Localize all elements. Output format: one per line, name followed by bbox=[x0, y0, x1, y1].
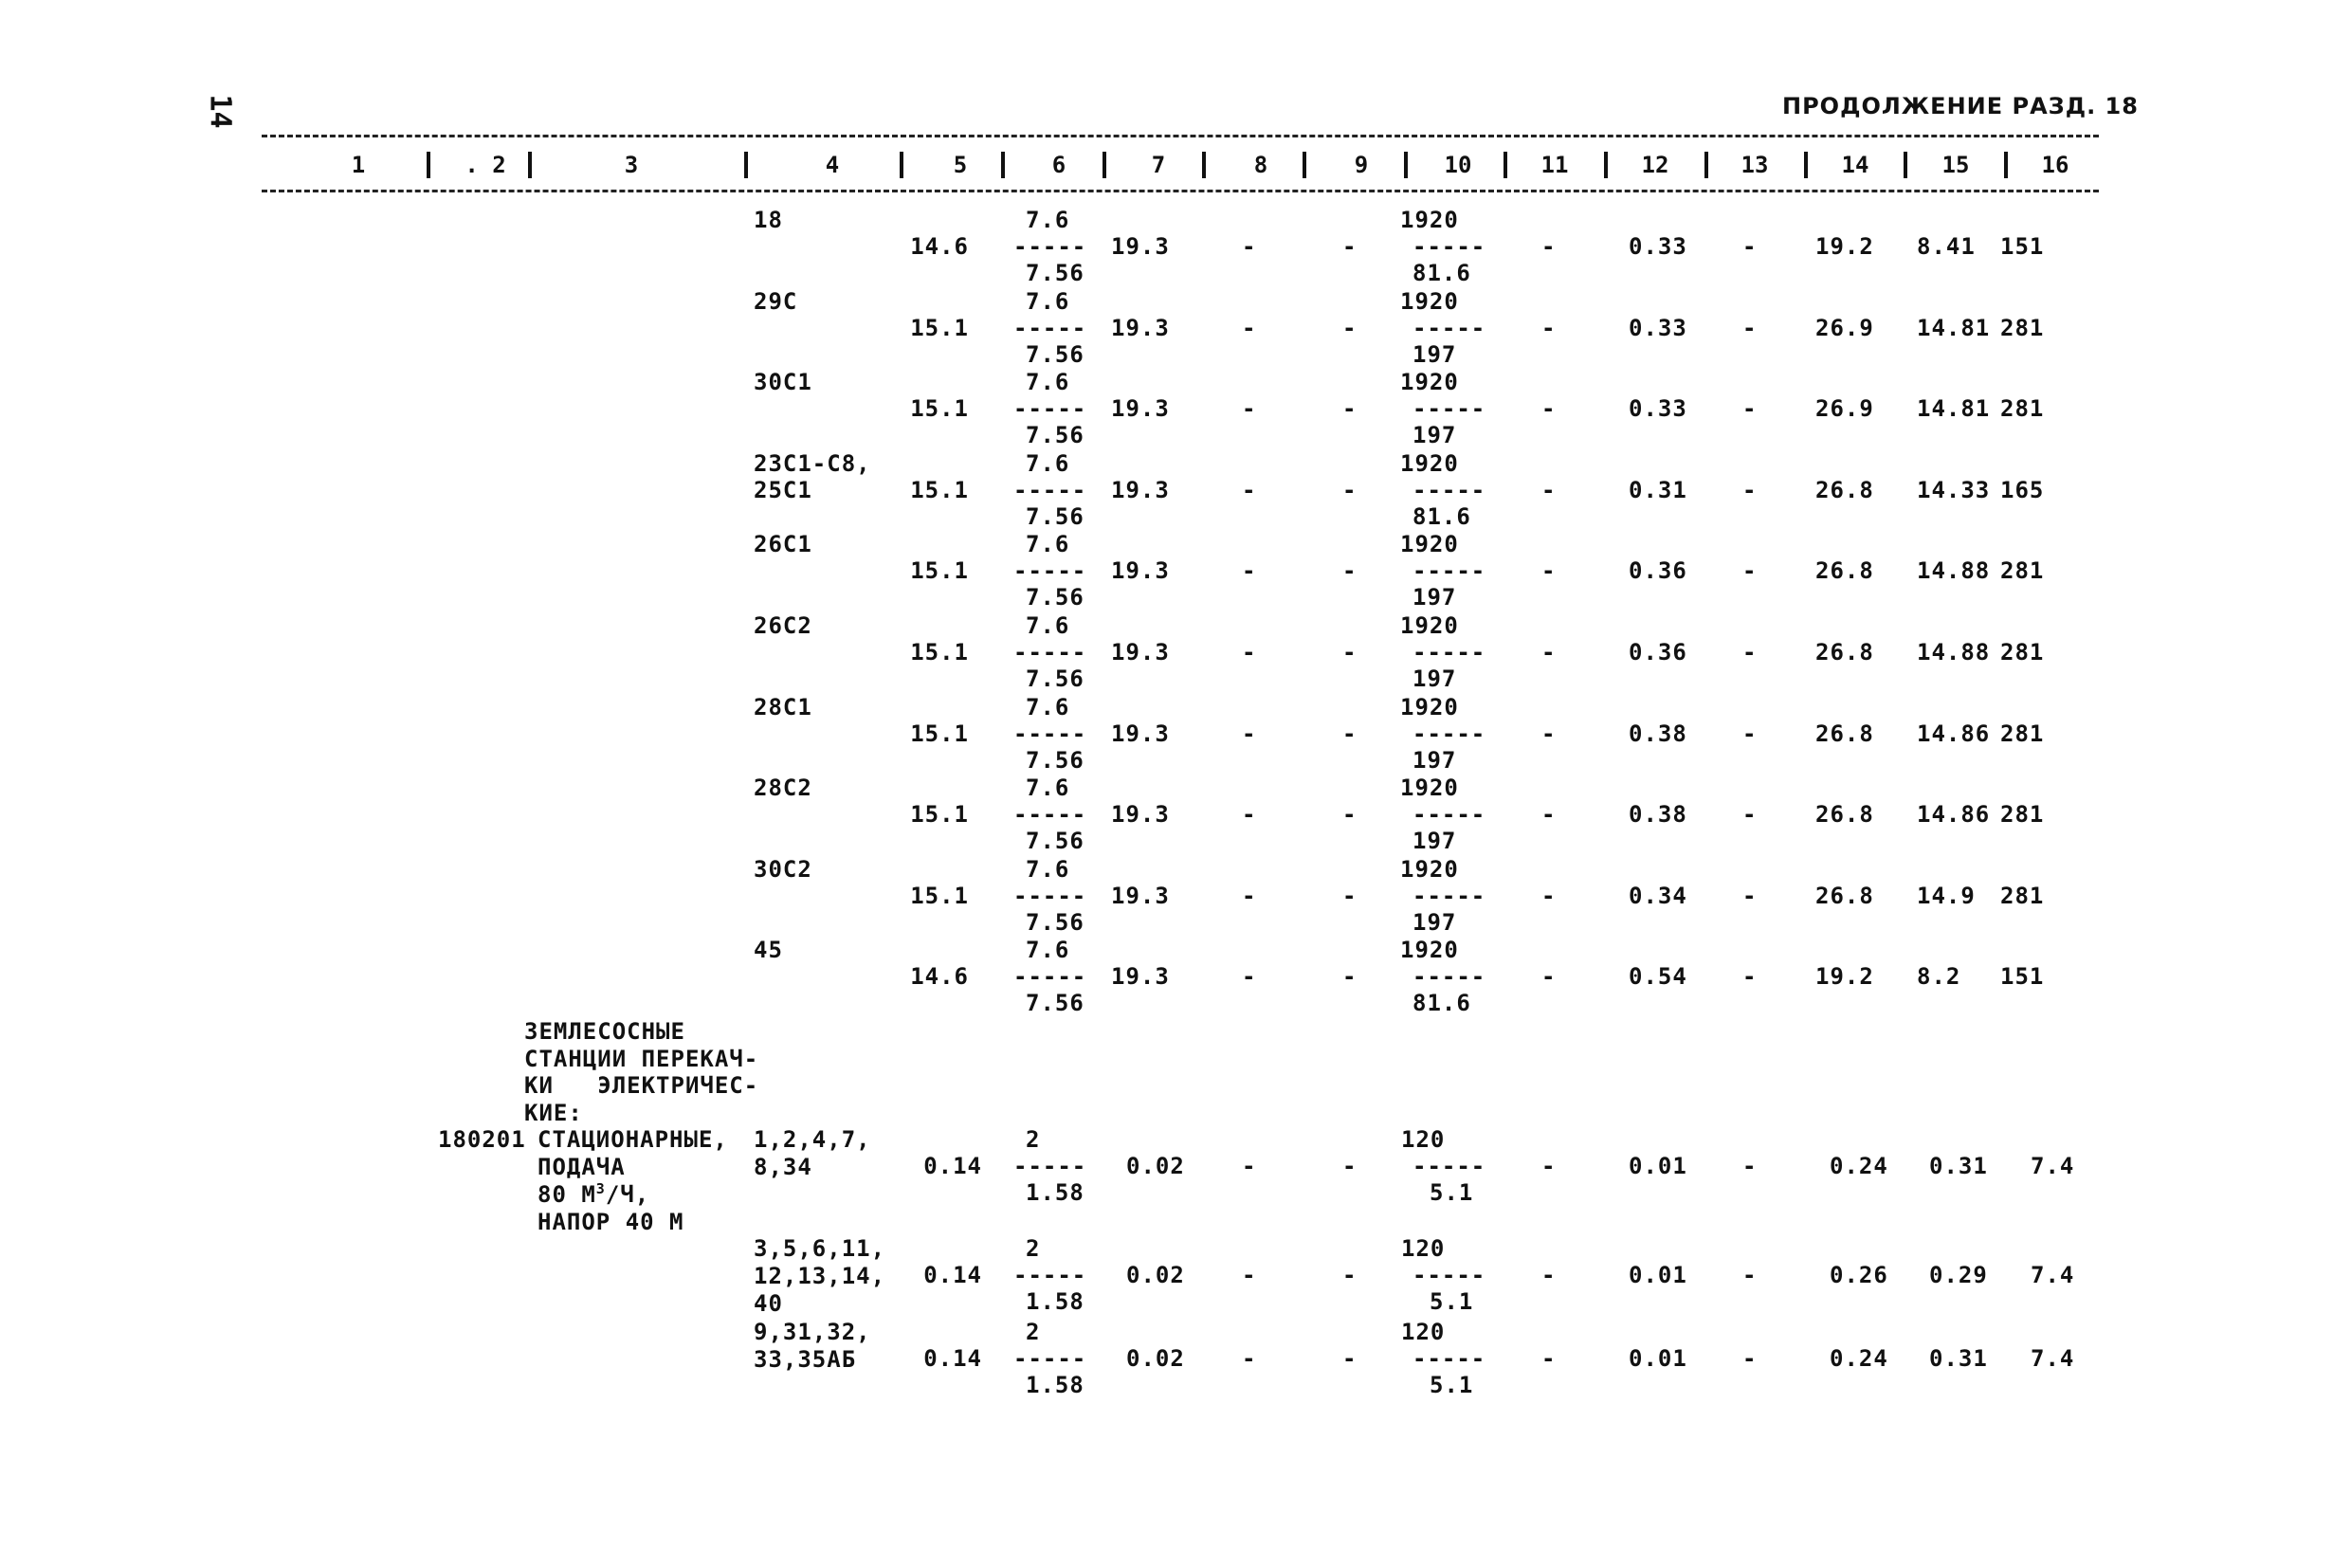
column-header-4: 4 bbox=[825, 152, 840, 178]
cell-col11: - bbox=[1541, 639, 1557, 665]
cell-col6-denominator: 7.56 bbox=[1026, 990, 1084, 1016]
cell-col11: - bbox=[1541, 233, 1557, 260]
cell-col15: 0.31 bbox=[1929, 1153, 1988, 1179]
cell-col9: - bbox=[1342, 477, 1358, 503]
cell-col5: 14.6 bbox=[910, 963, 969, 990]
cell-col11: - bbox=[1541, 477, 1557, 503]
cell-col6-numerator: 7.6 bbox=[1026, 612, 1070, 639]
cell-col11: - bbox=[1541, 1262, 1557, 1288]
cell-col8: - bbox=[1242, 639, 1257, 665]
cell-col6-denominator: 7.56 bbox=[1026, 747, 1084, 774]
header-bottom-rule bbox=[262, 190, 2099, 192]
cell-col5: 15.1 bbox=[910, 883, 969, 909]
cell-col7: 19.3 bbox=[1111, 883, 1170, 909]
cell-col10-numerator: 1920 bbox=[1400, 937, 1459, 963]
cell-col16: 281 bbox=[2000, 883, 2045, 909]
cell-col11: - bbox=[1541, 883, 1557, 909]
cell-col10-denominator: 197 bbox=[1412, 747, 1457, 774]
cell-col12: 0.33 bbox=[1629, 395, 1687, 422]
cell-col14: 19.2 bbox=[1815, 963, 1874, 990]
cell-col13: - bbox=[1742, 477, 1758, 503]
fraction-bar: ----- bbox=[1412, 1262, 1486, 1288]
column-separator bbox=[1303, 152, 1306, 178]
cell-col13: - bbox=[1742, 395, 1758, 422]
cell-col8: - bbox=[1242, 883, 1257, 909]
cell-col9: - bbox=[1342, 1262, 1358, 1288]
cell-col10-numerator: 1920 bbox=[1400, 531, 1459, 557]
cell-col6-denominator: 7.56 bbox=[1026, 341, 1084, 368]
cell-col6-denominator: 7.56 bbox=[1026, 422, 1084, 448]
cell-col14: 19.2 bbox=[1815, 233, 1874, 260]
cell-col15: 14.86 bbox=[1917, 801, 1991, 828]
cell-col16: 281 bbox=[2000, 639, 2045, 665]
cell-col6-numerator: 2 bbox=[1026, 1126, 1041, 1153]
cell-col4: 12,13,14, bbox=[754, 1263, 886, 1289]
cell-col11: - bbox=[1541, 315, 1557, 341]
fraction-bar: ----- bbox=[1412, 883, 1486, 909]
cell-col8: - bbox=[1242, 395, 1257, 422]
cell-col7: 19.3 bbox=[1111, 557, 1170, 584]
cell-col12: 0.36 bbox=[1629, 557, 1687, 584]
cell-col11: - bbox=[1541, 963, 1557, 990]
cell-col4: 33,35АБ bbox=[754, 1346, 857, 1373]
item-desc-line bbox=[538, 1181, 649, 1208]
cell-col16: 281 bbox=[2000, 557, 2045, 584]
cell-col6-numerator: 7.6 bbox=[1026, 450, 1070, 477]
cell-col5: 15.1 bbox=[910, 477, 969, 503]
cell-col15: 14.81 bbox=[1917, 315, 1991, 341]
cell-col4: 28С1 bbox=[754, 694, 812, 720]
cell-col12: 0.38 bbox=[1629, 801, 1687, 828]
column-header-10: 10 bbox=[1444, 152, 1472, 178]
cell-col8: - bbox=[1242, 315, 1257, 341]
cell-col6-numerator: 7.6 bbox=[1026, 531, 1070, 557]
cell-col14: 26.9 bbox=[1815, 315, 1874, 341]
fraction-bar: ----- bbox=[1013, 557, 1087, 584]
cell-col10-numerator: 120 bbox=[1401, 1126, 1446, 1153]
cell-col7: 19.3 bbox=[1111, 395, 1170, 422]
cell-col9: - bbox=[1342, 395, 1358, 422]
item-code: 180201 bbox=[438, 1126, 526, 1153]
cell-col14: 26.8 bbox=[1815, 720, 1874, 747]
cell-col6-denominator: 1.58 bbox=[1026, 1288, 1084, 1315]
cell-col4: 18 bbox=[754, 207, 783, 233]
cell-col16: 7.4 bbox=[2031, 1262, 2075, 1288]
cell-col5: 15.1 bbox=[910, 801, 969, 828]
section-heading-line: ЗЕМЛЕСОСНЫЕ bbox=[524, 1018, 685, 1045]
cell-col9: - bbox=[1342, 315, 1358, 341]
cell-col13: - bbox=[1742, 883, 1758, 909]
cell-col8: - bbox=[1242, 1153, 1257, 1179]
cell-col11: - bbox=[1541, 1153, 1557, 1179]
column-separator bbox=[1404, 152, 1408, 178]
fraction-bar: ----- bbox=[1412, 395, 1486, 422]
cell-col10-denominator: 5.1 bbox=[1430, 1288, 1474, 1315]
column-header-14: 14 bbox=[1841, 152, 1869, 178]
column-separator bbox=[1103, 152, 1106, 178]
cell-col9: - bbox=[1342, 883, 1358, 909]
column-separator bbox=[900, 152, 903, 178]
cell-col5: 15.1 bbox=[910, 720, 969, 747]
fraction-bar: ----- bbox=[1013, 395, 1087, 422]
cell-col10-numerator: 1920 bbox=[1400, 612, 1459, 639]
cell-col9: - bbox=[1342, 720, 1358, 747]
column-header-12: 12 bbox=[1641, 152, 1669, 178]
column-separator bbox=[1202, 152, 1206, 178]
cell-col5: 0.14 bbox=[923, 1345, 982, 1372]
fraction-bar: ----- bbox=[1412, 801, 1486, 828]
cell-col13: - bbox=[1742, 1345, 1758, 1372]
cell-col9: - bbox=[1342, 557, 1358, 584]
fraction-bar: ----- bbox=[1013, 720, 1087, 747]
cell-col4: 25С1 bbox=[754, 477, 812, 503]
cell-col15: 8.41 bbox=[1917, 233, 1976, 260]
cell-col12: 0.38 bbox=[1629, 720, 1687, 747]
column-separator bbox=[1604, 152, 1608, 178]
cell-col10-denominator: 197 bbox=[1412, 422, 1457, 448]
fraction-bar: ----- bbox=[1013, 477, 1087, 503]
cell-col16: 281 bbox=[2000, 315, 2045, 341]
cell-col13: - bbox=[1742, 801, 1758, 828]
cell-col5: 15.1 bbox=[910, 557, 969, 584]
cell-col8: - bbox=[1242, 477, 1257, 503]
cell-col10-denominator: 81.6 bbox=[1412, 260, 1471, 286]
fraction-bar: ----- bbox=[1412, 1345, 1486, 1372]
cell-col8: - bbox=[1242, 1262, 1257, 1288]
cell-col13: - bbox=[1742, 1262, 1758, 1288]
cell-col9: - bbox=[1342, 801, 1358, 828]
cell-col9: - bbox=[1342, 1153, 1358, 1179]
cell-col14: 26.8 bbox=[1815, 801, 1874, 828]
column-header-8: 8 bbox=[1253, 152, 1268, 178]
header-top-rule bbox=[262, 135, 2099, 137]
cell-col7: 19.3 bbox=[1111, 315, 1170, 341]
cell-col5: 15.1 bbox=[910, 395, 969, 422]
cell-col15: 8.2 bbox=[1917, 963, 1961, 990]
cell-col9: - bbox=[1342, 639, 1358, 665]
cell-col16: 151 bbox=[2000, 233, 2045, 260]
cell-col6-numerator: 7.6 bbox=[1026, 288, 1070, 315]
cell-col15: 14.88 bbox=[1917, 557, 1991, 584]
cell-col7: 19.3 bbox=[1111, 720, 1170, 747]
cell-col6-numerator: 7.6 bbox=[1026, 775, 1070, 801]
cell-col4: 9,31,32, bbox=[754, 1319, 871, 1345]
cell-col8: - bbox=[1242, 720, 1257, 747]
fraction-bar: ----- bbox=[1412, 477, 1486, 503]
cell-col15: 14.81 bbox=[1917, 395, 1991, 422]
cell-col6-denominator: 7.56 bbox=[1026, 828, 1084, 854]
cell-col9: - bbox=[1342, 1345, 1358, 1372]
cell-col10-denominator: 81.6 bbox=[1412, 503, 1471, 530]
cell-col10-denominator: 197 bbox=[1412, 909, 1457, 936]
cell-col16: 281 bbox=[2000, 801, 2045, 828]
cell-col7: 19.3 bbox=[1111, 477, 1170, 503]
column-header-2: . 2 bbox=[465, 152, 506, 178]
cell-col4: 28С2 bbox=[754, 775, 812, 801]
cell-col7: 0.02 bbox=[1126, 1153, 1185, 1179]
cell-col8: - bbox=[1242, 801, 1257, 828]
cell-col11: - bbox=[1541, 557, 1557, 584]
column-header-7: 7 bbox=[1151, 152, 1166, 178]
cell-col12: 0.54 bbox=[1629, 963, 1687, 990]
cell-col14: 26.8 bbox=[1815, 883, 1874, 909]
cell-col7: 19.3 bbox=[1111, 233, 1170, 260]
cell-col12: 0.31 bbox=[1629, 477, 1687, 503]
continuation-label: ПРОДОЛЖЕНИЕ РАЗД. 18 bbox=[1782, 93, 2139, 119]
cell-col10-denominator: 5.1 bbox=[1430, 1372, 1474, 1398]
cell-col6-denominator: 1.58 bbox=[1026, 1372, 1084, 1398]
fraction-bar: ----- bbox=[1412, 233, 1486, 260]
cell-col4: 30С1 bbox=[754, 369, 812, 395]
cell-col4: 3,5,6,11, bbox=[754, 1235, 886, 1262]
cell-col4: 23С1-С8, bbox=[754, 450, 871, 477]
column-header-16: 16 bbox=[2041, 152, 2069, 178]
cell-col7: 0.02 bbox=[1126, 1345, 1185, 1372]
cell-col6-denominator: 7.56 bbox=[1026, 665, 1084, 692]
cell-col15: 14.9 bbox=[1917, 883, 1976, 909]
fraction-bar: ----- bbox=[1013, 883, 1087, 909]
cell-col10-denominator: 81.6 bbox=[1412, 990, 1471, 1016]
cell-col10-denominator: 197 bbox=[1412, 828, 1457, 854]
column-header-3: 3 bbox=[624, 152, 639, 178]
column-separator bbox=[427, 152, 430, 178]
cell-col8: - bbox=[1242, 557, 1257, 584]
fraction-bar: ----- bbox=[1013, 315, 1087, 341]
cell-col5: 0.14 bbox=[923, 1153, 982, 1179]
cell-col7: 19.3 bbox=[1111, 801, 1170, 828]
column-separator bbox=[1001, 152, 1005, 178]
fraction-bar: ----- bbox=[1013, 963, 1087, 990]
section-heading-line: СТАНЦИИ ПЕРЕКАЧ- bbox=[524, 1045, 759, 1072]
fraction-bar: ----- bbox=[1412, 557, 1486, 584]
superscript: 3 bbox=[595, 1180, 606, 1197]
cell-col14: 26.8 bbox=[1815, 639, 1874, 665]
cell-col11: - bbox=[1541, 1345, 1557, 1372]
cell-col9: - bbox=[1342, 963, 1358, 990]
cell-col13: - bbox=[1742, 557, 1758, 584]
cell-col6-denominator: 7.56 bbox=[1026, 909, 1084, 936]
fraction-bar: ----- bbox=[1013, 639, 1087, 665]
cell-col12: 0.34 bbox=[1629, 883, 1687, 909]
cell-col14: 0.26 bbox=[1830, 1262, 1888, 1288]
column-separator bbox=[528, 152, 532, 178]
cell-col6-numerator: 2 bbox=[1026, 1319, 1041, 1345]
cell-col8: - bbox=[1242, 233, 1257, 260]
column-separator bbox=[1904, 152, 1907, 178]
cell-col16: 165 bbox=[2000, 477, 2045, 503]
cell-col12: 0.01 bbox=[1629, 1153, 1687, 1179]
cell-col4: 26С1 bbox=[754, 531, 812, 557]
cell-col13: - bbox=[1742, 639, 1758, 665]
cell-col15: 14.86 bbox=[1917, 720, 1991, 747]
fraction-bar: ----- bbox=[1412, 315, 1486, 341]
cell-col6-denominator: 7.56 bbox=[1026, 260, 1084, 286]
item-desc-line: ПОДАЧА bbox=[538, 1154, 626, 1180]
item-desc-line: СТАЦИОНАРНЫЕ, bbox=[538, 1126, 728, 1153]
cell-col6-denominator: 7.56 bbox=[1026, 503, 1084, 530]
cell-col5: 15.1 bbox=[910, 639, 969, 665]
column-header-1: 1 bbox=[351, 152, 366, 178]
cell-col4: 8,34 bbox=[754, 1154, 812, 1180]
column-header-11: 11 bbox=[1540, 152, 1569, 178]
cell-col10-numerator: 1920 bbox=[1400, 775, 1459, 801]
fraction-bar: ----- bbox=[1412, 1153, 1486, 1179]
cell-col13: - bbox=[1742, 963, 1758, 990]
cell-col12: 0.01 bbox=[1629, 1262, 1687, 1288]
cell-col16: 7.4 bbox=[2031, 1345, 2075, 1372]
item-desc-flow: 80 М bbox=[538, 1181, 596, 1208]
cell-col12: 0.01 bbox=[1629, 1345, 1687, 1372]
fraction-bar: ----- bbox=[1013, 801, 1087, 828]
cell-col6-denominator: 7.56 bbox=[1026, 584, 1084, 611]
cell-col6-denominator: 1.58 bbox=[1026, 1179, 1084, 1206]
cell-col4: 26С2 bbox=[754, 612, 812, 639]
column-header-15: 15 bbox=[1941, 152, 1970, 178]
fraction-bar: ----- bbox=[1412, 639, 1486, 665]
column-separator bbox=[744, 152, 748, 178]
cell-col10-numerator: 1920 bbox=[1400, 856, 1459, 883]
cell-col14: 0.24 bbox=[1830, 1345, 1888, 1372]
cell-col4: 29С bbox=[754, 288, 798, 315]
cell-col10-denominator: 197 bbox=[1412, 341, 1457, 368]
cell-col10-denominator: 197 bbox=[1412, 665, 1457, 692]
cell-col6-numerator: 7.6 bbox=[1026, 856, 1070, 883]
cell-col6-numerator: 7.6 bbox=[1026, 207, 1070, 233]
column-separator bbox=[2004, 152, 2008, 178]
cell-col12: 0.33 bbox=[1629, 233, 1687, 260]
fraction-bar: ----- bbox=[1013, 1345, 1087, 1372]
cell-col10-numerator: 1920 bbox=[1400, 207, 1459, 233]
page-number: 14 bbox=[203, 94, 237, 129]
cell-col15: 14.33 bbox=[1917, 477, 1991, 503]
cell-col16: 281 bbox=[2000, 395, 2045, 422]
fraction-bar: ----- bbox=[1013, 233, 1087, 260]
cell-col6-numerator: 2 bbox=[1026, 1235, 1041, 1262]
cell-col7: 0.02 bbox=[1126, 1262, 1185, 1288]
cell-col7: 19.3 bbox=[1111, 639, 1170, 665]
cell-col11: - bbox=[1541, 395, 1557, 422]
cell-col13: - bbox=[1742, 720, 1758, 747]
cell-col13: - bbox=[1742, 1153, 1758, 1179]
cell-col8: - bbox=[1242, 963, 1257, 990]
cell-col9: - bbox=[1342, 233, 1358, 260]
cell-col10-numerator: 1920 bbox=[1400, 450, 1459, 477]
column-separator bbox=[1804, 152, 1808, 178]
cell-col5: 14.6 bbox=[910, 233, 969, 260]
cell-col6-numerator: 7.6 bbox=[1026, 369, 1070, 395]
cell-col14: 0.24 bbox=[1830, 1153, 1888, 1179]
cell-col15: 14.88 bbox=[1917, 639, 1991, 665]
cell-col10-numerator: 1920 bbox=[1400, 694, 1459, 720]
column-header-6: 6 bbox=[1051, 152, 1066, 178]
section-heading-line: КИЕ: bbox=[524, 1099, 583, 1126]
cell-col14: 26.8 bbox=[1815, 477, 1874, 503]
cell-col4: 30С2 bbox=[754, 856, 812, 883]
cell-col16: 7.4 bbox=[2031, 1153, 2075, 1179]
cell-col16: 281 bbox=[2000, 720, 2045, 747]
column-header-13: 13 bbox=[1740, 152, 1769, 178]
fraction-bar: ----- bbox=[1013, 1153, 1087, 1179]
cell-col10-numerator: 1920 bbox=[1400, 369, 1459, 395]
cell-col12: 0.33 bbox=[1629, 315, 1687, 341]
column-separator bbox=[1504, 152, 1507, 178]
cell-col10-numerator: 1920 bbox=[1400, 288, 1459, 315]
cell-col10-denominator: 197 bbox=[1412, 584, 1457, 611]
cell-col10-numerator: 120 bbox=[1401, 1235, 1446, 1262]
cell-col12: 0.36 bbox=[1629, 639, 1687, 665]
cell-col5: 0.14 bbox=[923, 1262, 982, 1288]
column-header-row bbox=[262, 148, 2099, 182]
fraction-bar: ----- bbox=[1013, 1262, 1087, 1288]
cell-col15: 0.29 bbox=[1929, 1262, 1988, 1288]
fraction-bar: ----- bbox=[1412, 963, 1486, 990]
column-header-5: 5 bbox=[953, 152, 968, 178]
section-heading-line: КИ ЭЛЕКТРИЧЕС- bbox=[524, 1072, 759, 1099]
cell-col6-numerator: 7.6 bbox=[1026, 694, 1070, 720]
item-desc-line: НАПОР 40 М bbox=[538, 1209, 684, 1235]
cell-col14: 26.9 bbox=[1815, 395, 1874, 422]
cell-col13: - bbox=[1742, 233, 1758, 260]
column-header-9: 9 bbox=[1354, 152, 1369, 178]
column-separator bbox=[1704, 152, 1708, 178]
cell-col10-numerator: 120 bbox=[1401, 1319, 1446, 1345]
cell-col11: - bbox=[1541, 720, 1557, 747]
cell-col10-denominator: 5.1 bbox=[1430, 1179, 1474, 1206]
cell-col14: 26.8 bbox=[1815, 557, 1874, 584]
cell-col6-numerator: 7.6 bbox=[1026, 937, 1070, 963]
cell-col16: 151 bbox=[2000, 963, 2045, 990]
cell-col8: - bbox=[1242, 1345, 1257, 1372]
cell-col7: 19.3 bbox=[1111, 963, 1170, 990]
fraction-bar: ----- bbox=[1412, 720, 1486, 747]
cell-col4: 45 bbox=[754, 937, 783, 963]
cell-col5: 15.1 bbox=[910, 315, 969, 341]
cell-col13: - bbox=[1742, 315, 1758, 341]
cell-col11: - bbox=[1541, 801, 1557, 828]
cell-col4: 40 bbox=[754, 1290, 783, 1317]
cell-col15: 0.31 bbox=[1929, 1345, 1988, 1372]
item-desc-unit: /Ч, bbox=[605, 1181, 650, 1208]
cell-col4: 1,2,4,7, bbox=[754, 1126, 871, 1153]
